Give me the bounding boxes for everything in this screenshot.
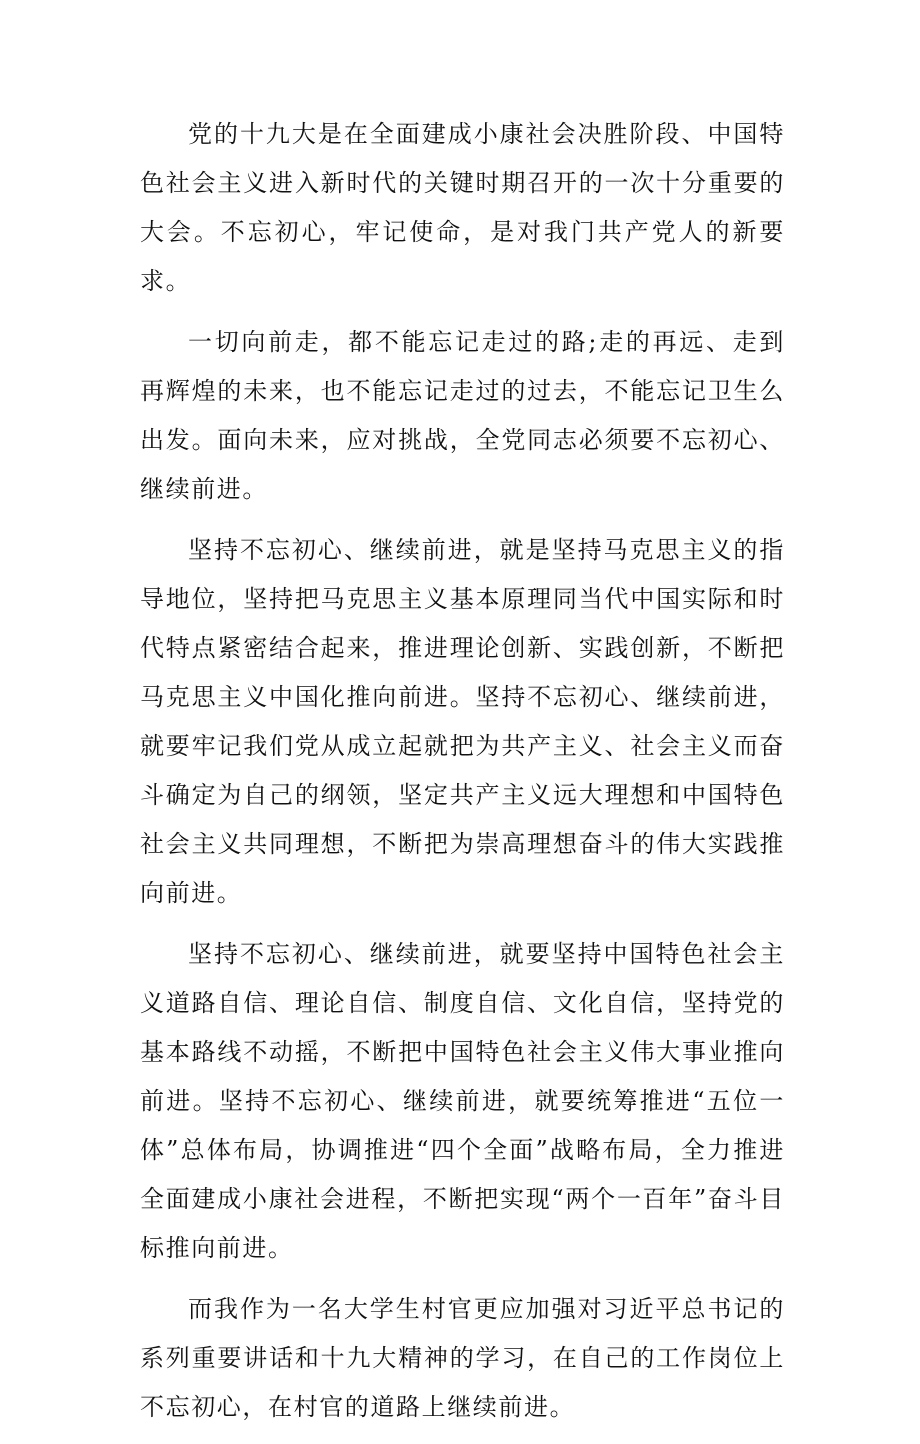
paragraph-2: 一切向前走，都不能忘记走过的路;走的再远、走到再辉煌的未来，也不能忘记走过的过去，不能忘记卫生么出发。面向未来，应对挑战，全党同志必须要不忘初心、继续前进。 bbox=[140, 328, 785, 503]
paragraph-1: 党的十九大是在全面建成小康社会决胜阶段、中国特色社会主义进入新时代的关键时期召开的一次十分重要的大会。不忘初心，牢记使命，是对我门共产党人的新要求。 bbox=[140, 120, 785, 295]
paragraph-4: 坚持不忘初心、继续前进，就要坚持中国特色社会主义道路自信、理论自信、制度自信、文化自信，坚持党的基本路线不动摇，不断把中国特色社会主义伟大事业推向前进。坚持不忘初心、继续前进，就要统筹推进“五位一体”总体布局，协调推进“四个全面”战略布局，全力推进全面建成小康社会进程，不断把实现“两个一百年”奋斗目标推向前进。 bbox=[140, 940, 785, 1262]
document-body bbox=[140, 110, 785, 1444]
paragraph-5: 而我作为一名大学生村官更应加强对习近平总书记的系列重要讲话和十九大精神的学习，在自己的工作岗位上不忘初心，在村官的道路上继续前进。 bbox=[140, 1295, 785, 1421]
paragraph-3: 坚持不忘初心、继续前进，就是坚持马克思主义的指导地位，坚持把马克思主义基本原理同当代中国实际和时代特点紧密结合起来，推进理论创新、实践创新，不断把马克思主义中国化推向前进。坚持不忘初心、继续前进，就要牢记我们党从成立起就把为共产主义、社会主义而奋斗确定为自己的纲领，坚定共产主义远大理想和中国特色社会主义共同理想，不断把为崇高理想奋斗的伟大实践推向前进。 bbox=[140, 536, 785, 907]
